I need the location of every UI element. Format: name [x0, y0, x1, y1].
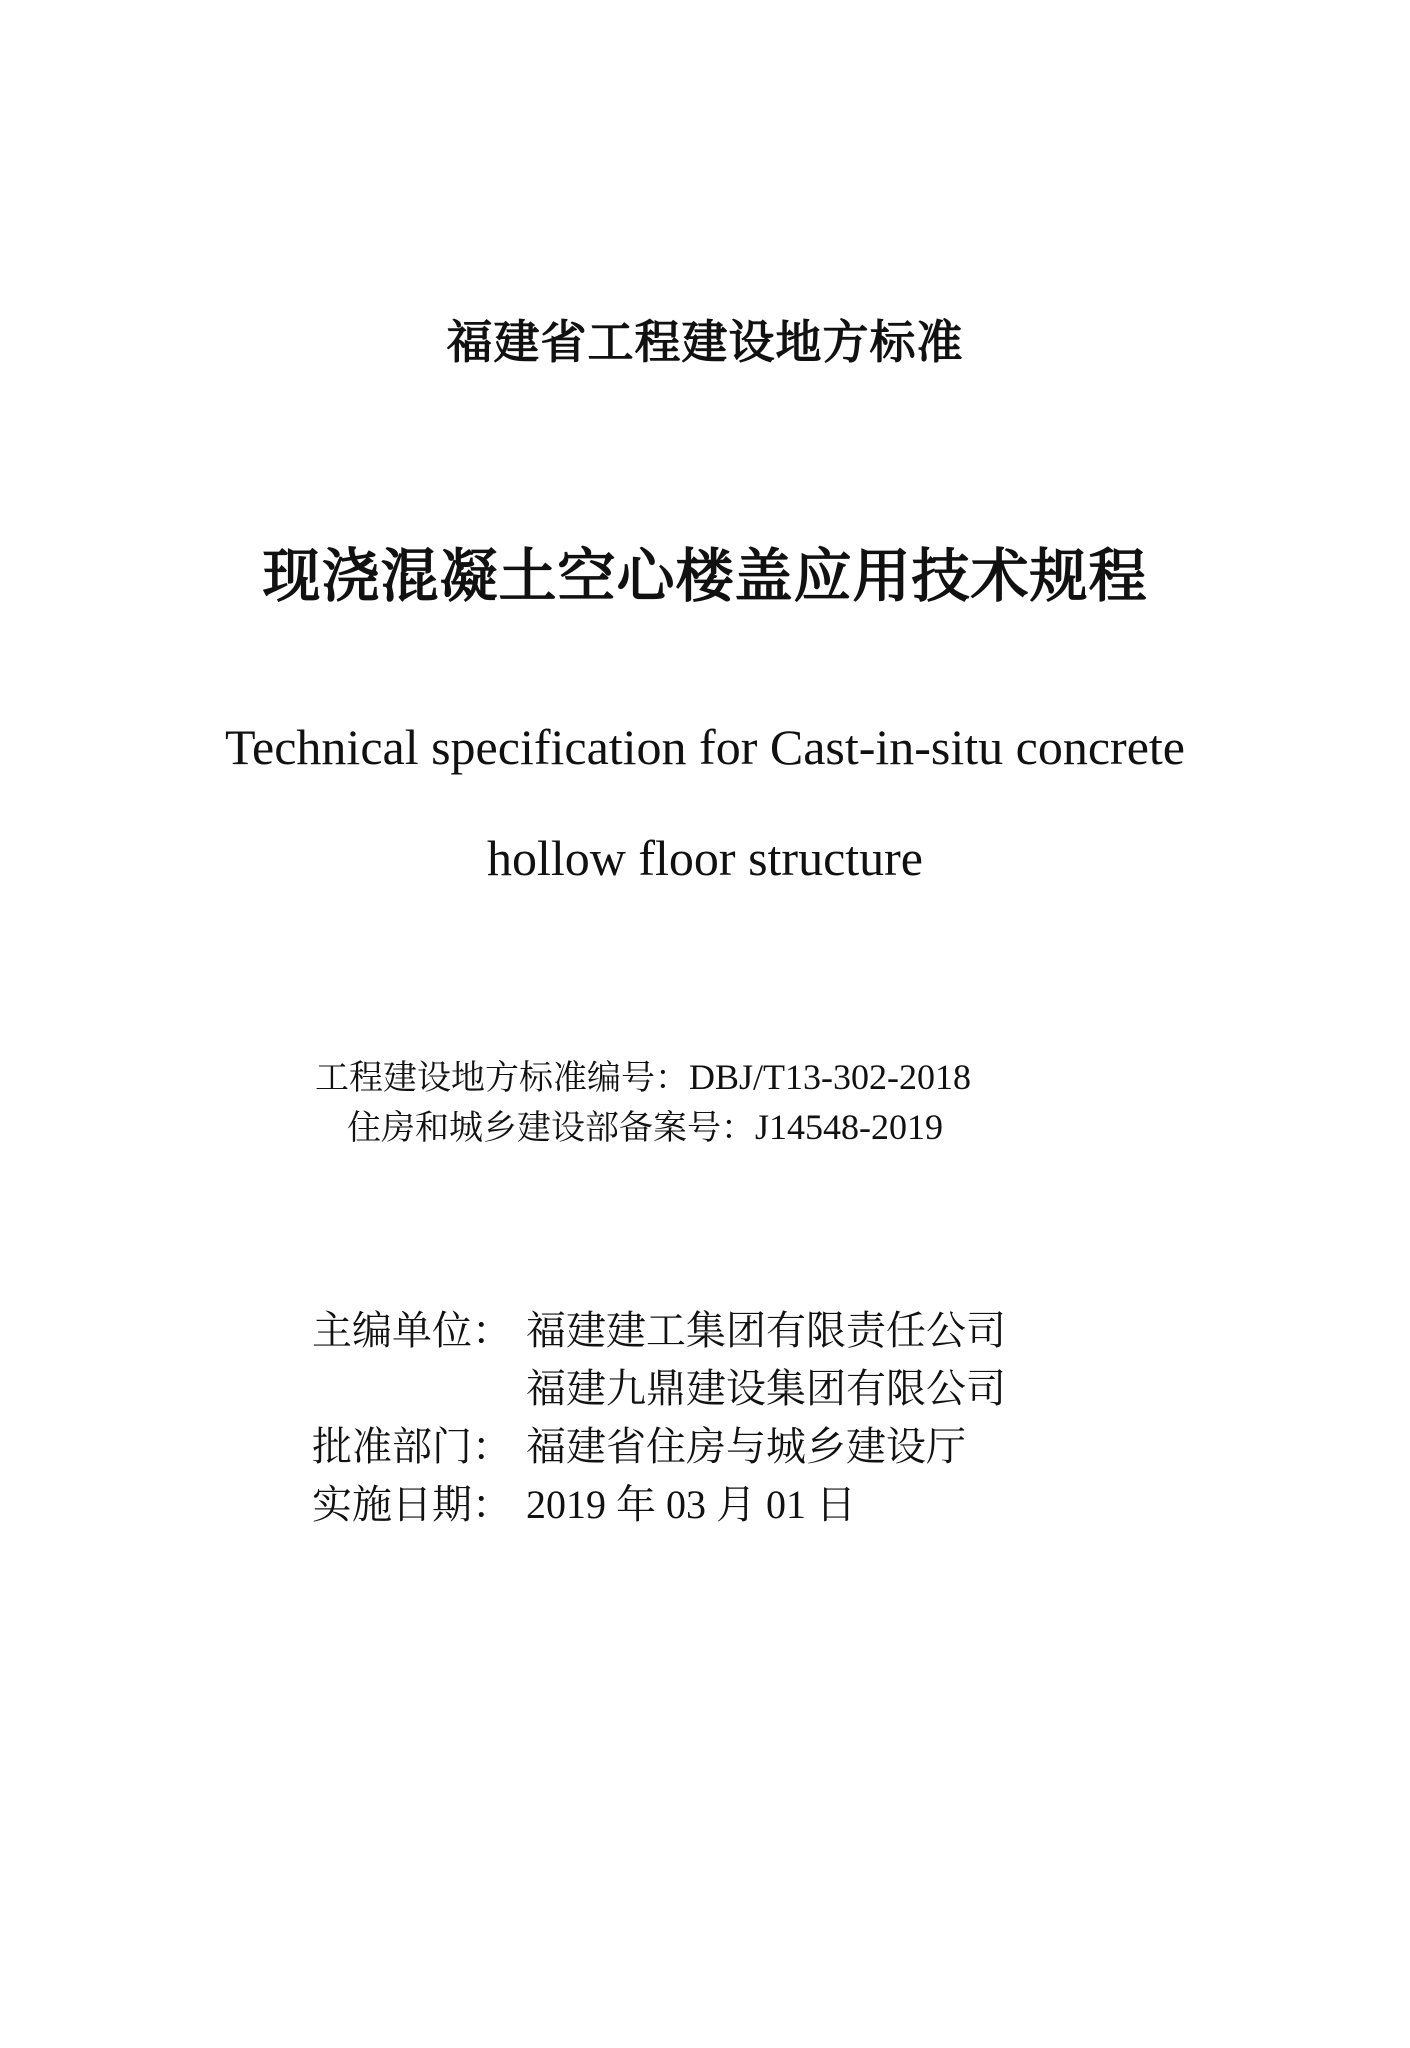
filing-number-row — [315, 1102, 1215, 1152]
document-title-english-line-2: hollow floor structure — [486, 830, 923, 886]
filing-number-value: J14548-2019 — [755, 1107, 943, 1147]
approver-label: 批准部门： — [312, 1424, 512, 1470]
standard-number-row — [315, 1052, 1215, 1102]
standard-codes — [315, 1052, 1215, 1152]
editor-row — [312, 1302, 1212, 1360]
document-title-english-line-1: Technical specification for Cast-in-situ concrete — [225, 719, 1185, 775]
approver-value: 福建省住房与城乡建设厅 — [526, 1424, 966, 1470]
effective-date-row — [312, 1476, 1212, 1534]
standard-number-value: DBJ/T13-302-2018 — [689, 1057, 971, 1097]
publication-info — [312, 1302, 1212, 1534]
editor-label-spacer — [312, 1360, 526, 1418]
editor-row-2 — [312, 1360, 1212, 1418]
editor-label: 主编单位： — [312, 1308, 512, 1354]
filing-number-label: 住房和城乡建设部备案号： — [347, 1108, 755, 1148]
series-title: 福建省工程建设地方标准 — [446, 315, 964, 369]
effective-date-label: 实施日期： — [312, 1482, 512, 1528]
effective-date-value: 2019 年 03 月 01 日 — [526, 1482, 856, 1527]
approver-row — [312, 1418, 1212, 1476]
document-title-chinese: 现浇混凝土空心楼盖应用技术规程 — [262, 542, 1148, 610]
editor-value-1: 福建建工集团有限责任公司 — [526, 1308, 1006, 1354]
editor-value-2: 福建九鼎建设集团有限公司 — [526, 1366, 1006, 1412]
standard-number-label: 工程建设地方标准编号： — [315, 1058, 689, 1098]
